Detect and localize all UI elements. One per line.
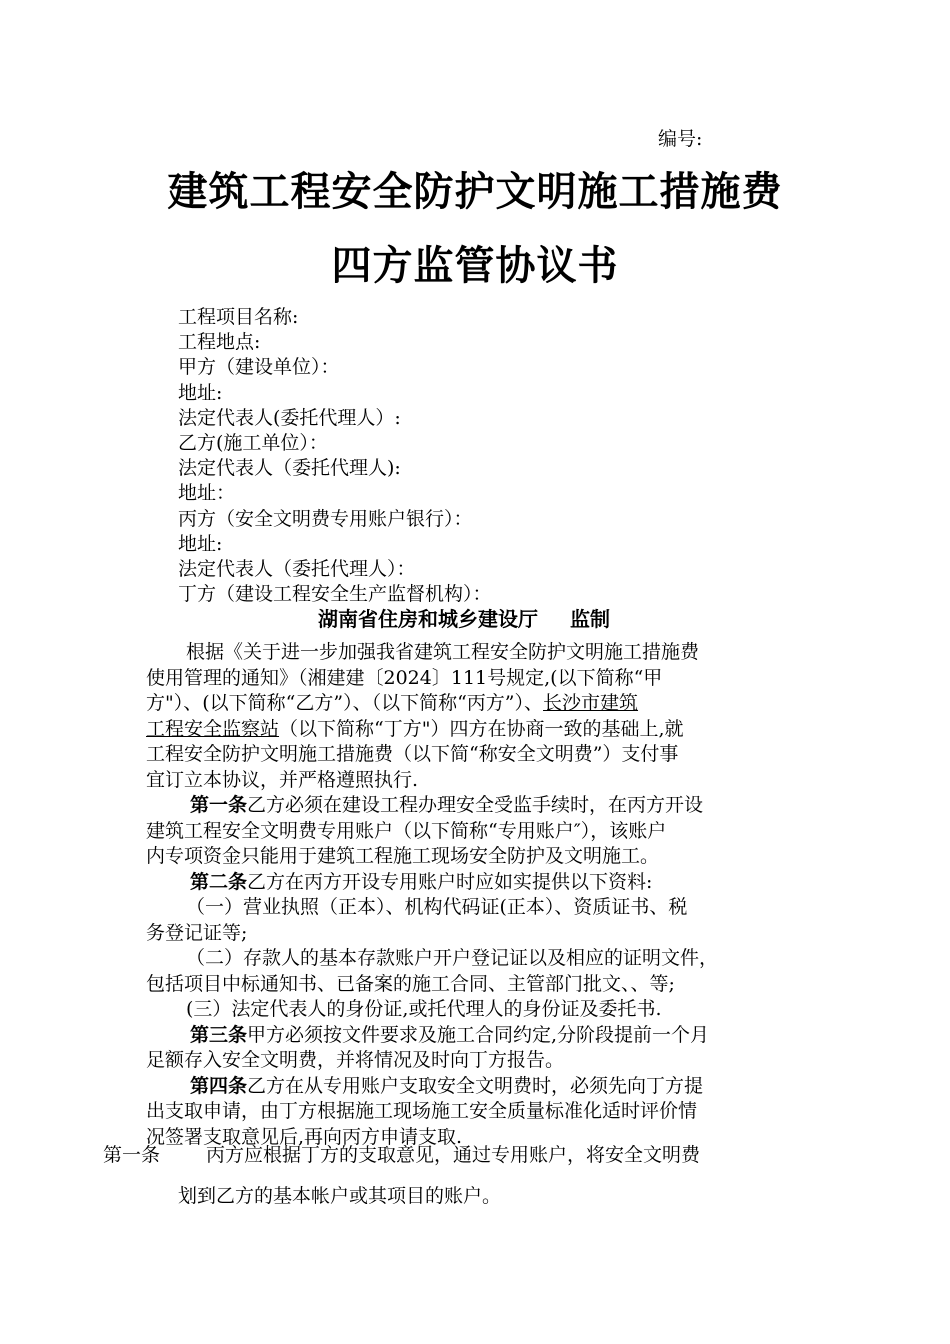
article-4-line — [146, 1074, 806, 1100]
article-2-item: （二）存款人的基本存款账户开户登记证以及相应的证明文件， — [186, 947, 719, 969]
preamble-line: 工程安全防护文明施工措施费（以下简“称安全文明费”）支付事 — [146, 743, 679, 765]
article-1-line: 内专项资金只能用于建筑工程施工现场安全防护及文明施工。 — [146, 845, 660, 867]
article-1-label: 第一条 — [190, 794, 248, 816]
document-title-line-1: 建筑工程安全防护文明施工措施费 — [167, 169, 783, 215]
field-party-b-representative: 法定代表人（委托代理人): — [178, 457, 401, 480]
field-party-d: 丁方（建设工程安全生产监督机构）： — [178, 583, 492, 606]
article-5-label: 第一条 — [103, 1144, 161, 1166]
supervision-station-name: 长沙市建筑 — [543, 692, 639, 714]
field-party-a: 甲方（建设单位）： — [178, 356, 340, 379]
article-text: 甲方必须按文件要求及施工合同约定,分阶段提前一个月 — [247, 1023, 710, 1046]
article-3-line — [146, 1023, 806, 1049]
article-1-line: 建筑工程安全文明费专用账户（以下简称“专用账户″），该账户 — [146, 819, 667, 842]
serial-number-label: 编号: — [658, 128, 703, 150]
article-2-item: 包括项目中标通知书、已备案的施工合同、主管部门批文、、等; — [146, 972, 675, 995]
article-text: 乙方必须在建设工程办理安全受监手续时，在丙方开设 — [247, 794, 704, 816]
article-4-line: 况签署支取意见后,再向丙方申请支取. — [146, 1125, 463, 1148]
article-4-label: 第四条 — [190, 1074, 248, 1097]
field-party-c: 丙方（安全文明费专用账户银行）： — [178, 507, 473, 530]
preamble-line: 使用管理的通知》（湘建建〔2024〕111号规定,(以下简称“甲 — [146, 666, 663, 689]
field-party-a-representative: 法定代表人(委托代理人）: — [178, 406, 401, 429]
field-party-b: 乙方(施工单位）： — [178, 432, 328, 455]
issuer-name: 湖南省住房和城乡建设厅 — [318, 607, 538, 631]
field-party-c-representative: 法定代表人（委托代理人）： — [178, 558, 416, 581]
preamble-line — [146, 691, 806, 717]
article-text: 乙方在从专用账户支取安全文明费时，必须先向丁方提 — [247, 1074, 704, 1097]
article-text: 乙方在丙方开设专用账户时应如实提供以下资料: — [247, 870, 653, 893]
article-5-continuation: 划到乙方的基本帐户或其项目的账户。 — [178, 1185, 502, 1207]
article-2-item: (三）法定代表人的身份证,或托代理人的身份证及委托书. — [186, 998, 662, 1020]
article-2-line — [146, 870, 806, 896]
field-project-location: 工程地点: — [178, 331, 261, 354]
article-5-line — [103, 1140, 700, 1167]
issuer-action: 监制 — [570, 607, 610, 631]
article-5-text: 丙方应根据丁方的支取意见，通过专用账户，将安全文明费 — [206, 1144, 701, 1166]
field-project-name: 工程项目名称: — [178, 306, 299, 328]
article-2-label: 第二条 — [190, 870, 248, 893]
agreement-body — [146, 640, 806, 1150]
article-1-line — [146, 793, 806, 819]
supervision-station-name-cont: 工程安全监察站 — [146, 717, 280, 740]
article-2-item: 务登记证等; — [146, 921, 248, 944]
preamble-line: 根据《关于进一步加强我省建筑工程安全防护文明施工措施费 — [186, 641, 700, 663]
field-party-b-address: 地址： — [178, 482, 236, 505]
article-3-line: 足额存入安全文明费，并将情况及时向丁方报告。 — [146, 1049, 565, 1071]
preamble-line — [146, 717, 806, 743]
article-4-line: 出支取申请，由丁方根据施工现场施工安全质量标准化适时评价情 — [146, 1100, 698, 1122]
issuer-line — [318, 603, 610, 632]
preamble-text: 方"）、(以下简称“乙方”）、（以下简称“丙方”）、 — [146, 692, 544, 714]
article-2-item: （一）营业执照（正本）、机构代码证(正本）、资质证书、税 — [186, 896, 688, 918]
document-title-line-2: 四方监管协议书 — [331, 243, 619, 289]
field-party-c-address: 地址: — [178, 532, 223, 555]
preamble-text: （以下简称“丁方"）四方在协商一致的基础上,就 — [279, 717, 684, 740]
field-party-a-address: 地址: — [178, 381, 223, 404]
article-3-label: 第三条 — [190, 1023, 248, 1046]
party-info-fields — [178, 305, 492, 607]
preamble-line: 宜订立本协议，并严格遵照执行. — [146, 768, 419, 791]
